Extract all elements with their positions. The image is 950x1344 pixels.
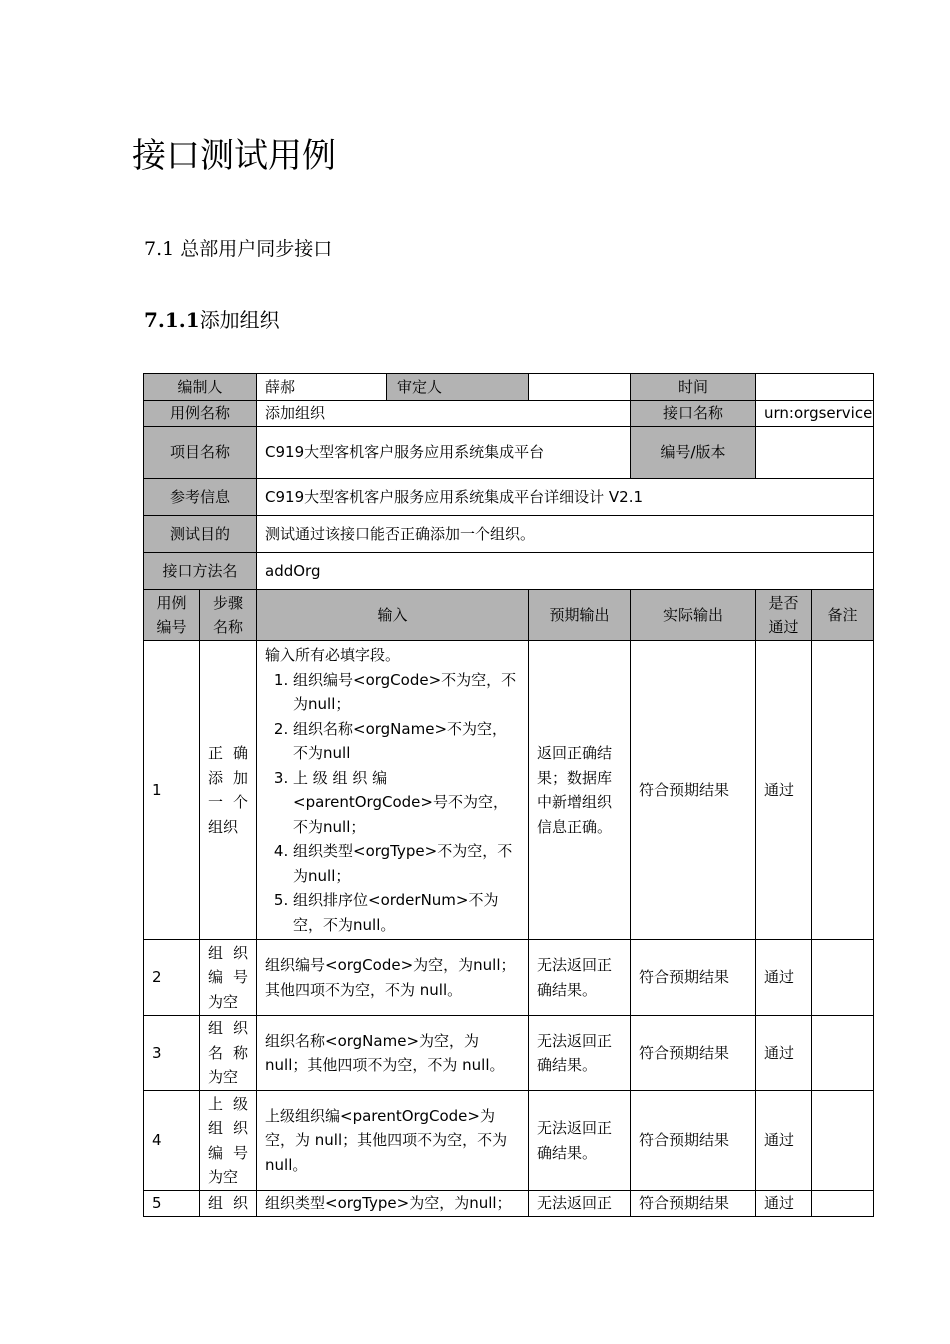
input-cell: 组织类型<orgType>为空，为null； [257,1191,529,1217]
subsection-title: 添加组织 [199,308,280,332]
note [812,1016,874,1091]
step-name [200,1016,257,1091]
header-row-project [144,427,874,479]
table-row [144,1016,874,1091]
input-item: 3. 上 级 组 织 编 <parentOrgCode>号不为空，不为null； [293,766,520,840]
header-row-method [144,553,874,590]
input-cell: 上级组织编<parentOrgCode>为空，为 null；其他四项不为空，不为null。 [257,1091,529,1191]
method-value: addOrg [257,553,874,590]
step-line: 编 号 [208,968,249,987]
author-label: 编制人 [144,374,257,401]
reviewer-value [529,374,631,401]
purpose-value: 测试通过该接口能否正确添加一个组织。 [257,516,874,553]
case-no: 4 [144,1091,200,1191]
expected-output: 无法返回正确结果。 [529,1016,631,1091]
project-name-label: 项目名称 [144,427,257,479]
step-line: 组 织 [208,1019,249,1038]
note [812,1191,874,1217]
actual-output: 符合预期结果 [631,1016,756,1091]
step-line: 编 号 [208,1143,249,1162]
table-row [144,1091,874,1191]
input-intro: 输入所有必填字段。 [265,646,401,664]
actual-output: 符合预期结果 [631,940,756,1016]
table-row [144,641,874,940]
col-case-no-line1: 用例 [156,593,187,612]
subsection-heading [144,305,280,335]
input-list [265,668,520,938]
step-name [200,1091,257,1191]
pass-status: 通过 [756,1016,812,1091]
col-case-no [144,590,200,641]
input-item: 4. 组织类型<orgType>不为空，不为null； [293,839,520,888]
step-line: 名 称 [208,1043,249,1062]
input-item: 5. 组织排序位<orderNum>不为空，不为null。 [293,888,520,937]
expected-output: 返回正确结果；数据库中新增组织信息正确。 [529,641,631,940]
document-title: 接口测试用例 [132,136,336,176]
col-expected: 预期输出 [529,590,631,641]
step-line: 一 个 [208,793,249,811]
step-line: 为空 [208,1068,239,1087]
step-name [200,641,257,940]
header-row-purpose [144,516,874,553]
project-name-value: C919大型客机客户服务应用系统集成平台 [257,427,631,479]
col-step [200,590,257,641]
note [812,1091,874,1191]
col-step-line2: 名称 [213,618,244,636]
case-name-value: 添加组织 [257,401,631,427]
col-input: 输入 [257,590,529,641]
input-cell: 组织名称<orgName>为空，为null；其他四项不为空，不为 null。 [257,1016,529,1091]
expected-output: 无法返回正确结果。 [529,940,631,1016]
col-pass-line1: 是否 [768,593,799,612]
interface-name-value: urn:orgservice [756,401,874,427]
step-line: 为空 [208,1168,239,1186]
purpose-label: 测试目的 [144,516,257,553]
step-line: 组织 [208,817,239,836]
step-line: 组 织 [208,943,249,962]
input-cell [257,641,529,940]
step-name [200,1191,257,1217]
case-no: 5 [144,1191,200,1217]
test-case-table [143,373,874,1217]
time-label: 时间 [631,374,756,401]
reference-value: C919大型客机客户服务应用系统集成平台详细设计 V2.1 [257,479,874,516]
table-row [144,940,874,1016]
col-actual: 实际输出 [631,590,756,641]
case-no: 3 [144,1016,200,1091]
pass-status: 通过 [756,940,812,1016]
pass-status: 通过 [756,641,812,940]
step-line: 组 织 [208,1194,249,1213]
time-value [756,374,874,401]
actual-output: 符合预期结果 [631,1191,756,1217]
input-item: 1. 组织编号<orgCode>不为空，不为null； [293,668,520,717]
step-name [200,940,257,1016]
expected-output: 无法返回正 [529,1191,631,1217]
case-no: 2 [144,940,200,1016]
pass-status: 通过 [756,1091,812,1191]
subsection-number: 7.1.1 [144,308,200,332]
input-item: 2. 组织名称<orgName>不为空，不为null [293,717,520,766]
version-value [756,427,874,479]
col-step-line1: 步骤 [213,593,244,612]
input-cell: 组织编号<orgCode>为空，为null；其他四项不为空，不为 null。 [257,940,529,1016]
reviewer-label: 审定人 [387,374,529,401]
version-label: 编号/版本 [631,427,756,479]
reference-label: 参考信息 [144,479,257,516]
method-label: 接口方法名 [144,553,257,590]
step-line: 为空 [208,992,239,1011]
step-line: 上 级 [208,1094,249,1113]
header-row-author [144,374,874,401]
section-heading: 7.1 总部用户同步接口 [144,238,333,260]
interface-name-label: 接口名称 [631,401,756,427]
case-no: 1 [144,641,200,940]
step-line: 正 确 [208,744,249,762]
col-pass-line2: 通过 [768,618,799,636]
header-row-reference [144,479,874,516]
col-pass [756,590,812,641]
author-value: 薛郝 [257,374,387,401]
table-row [144,1191,874,1217]
note [812,940,874,1016]
col-note: 备注 [812,590,874,641]
case-name-label: 用例名称 [144,401,257,427]
actual-output: 符合预期结果 [631,1091,756,1191]
actual-output: 符合预期结果 [631,641,756,940]
step-line: 组 织 [208,1119,249,1137]
header-row-case-name [144,401,874,427]
step-line: 添 加 [208,768,249,787]
pass-status: 通过 [756,1191,812,1217]
col-case-no-line2: 编号 [156,618,187,636]
expected-output: 无法返回正确结果。 [529,1091,631,1191]
column-header-row [144,590,874,641]
note [812,641,874,940]
